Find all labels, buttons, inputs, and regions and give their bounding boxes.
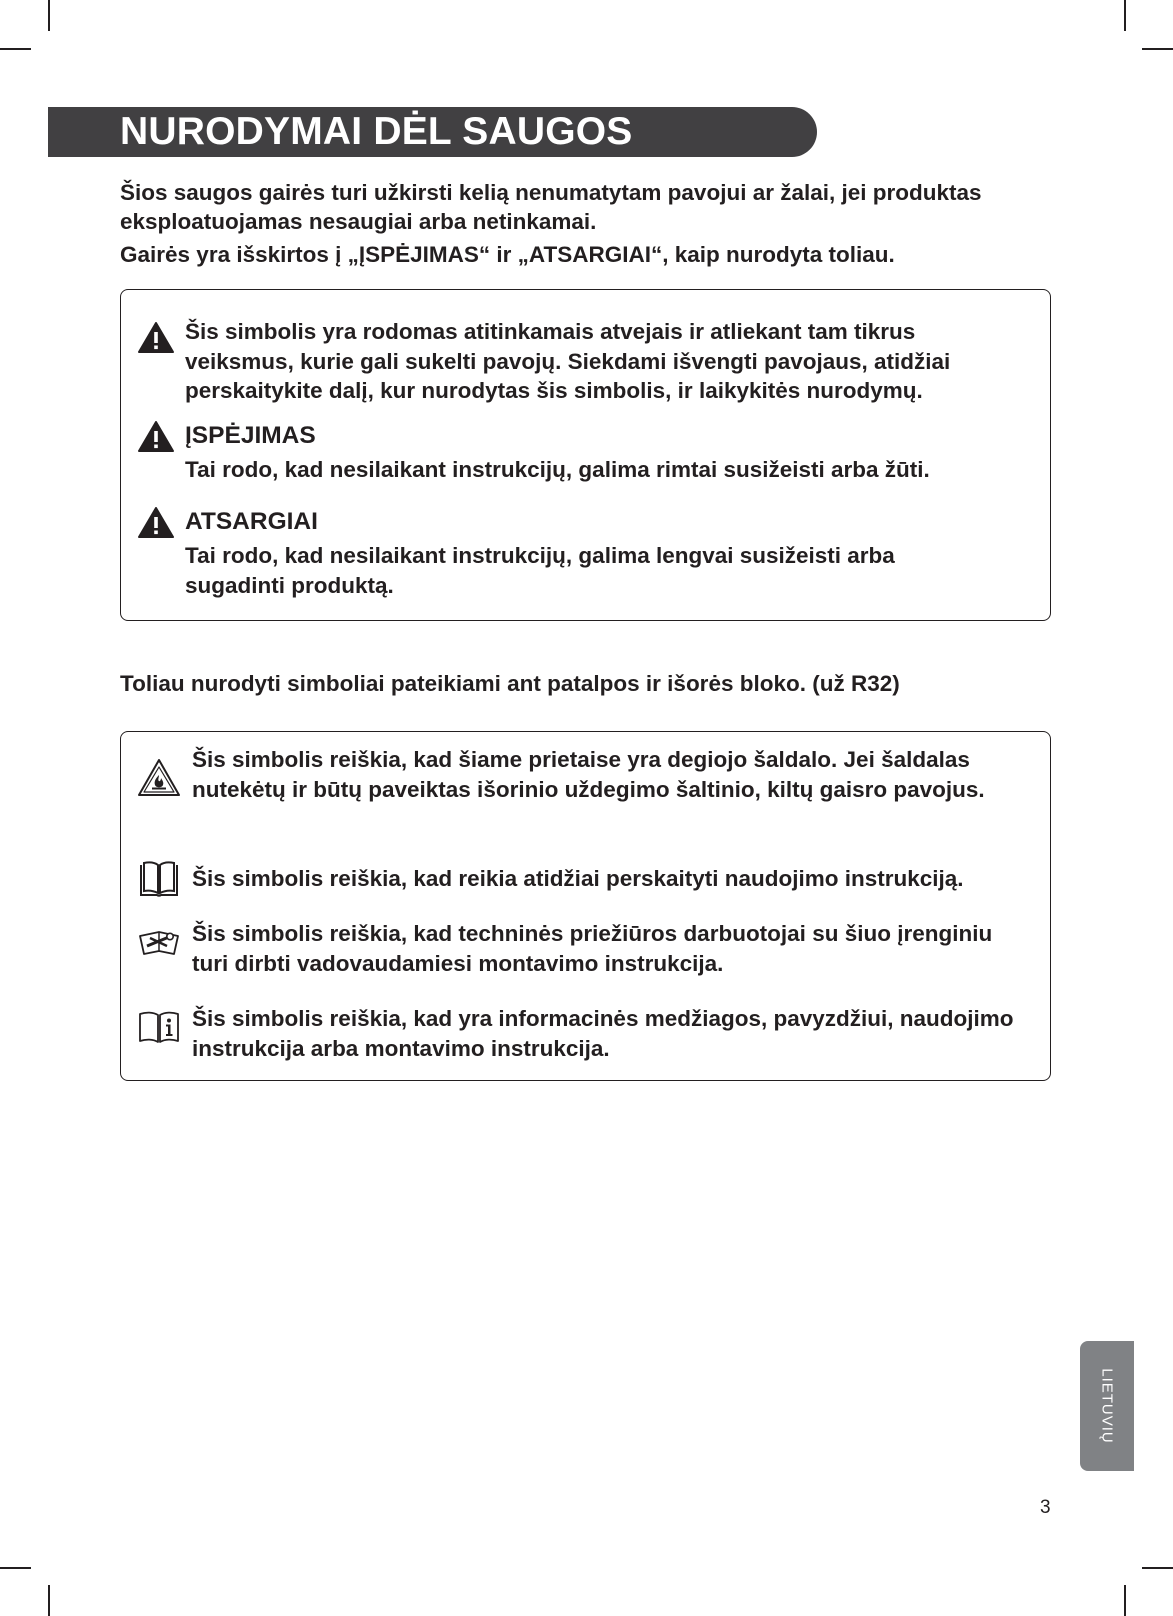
- warning-triangle-icon: [137, 321, 175, 354]
- symbols-legend-box: [120, 731, 1051, 1081]
- crop-mark: [0, 1567, 31, 1569]
- flammable-text: Šis simbolis reiškia, kad šiame prietaise yra degiojo šaldalo. Jei šaldalas nutekėtų ir būtų paveiktas išorinio uždegimo šaltinio, kiltų gaisro pavojus.: [192, 747, 985, 802]
- service-text: Šis simbolis reiškia, kad techninės priežiūros darbuotojai su šiuo įrenginiu turi dirbti vadovaudamiesi montavimo instrukcija.: [192, 921, 993, 976]
- page-number: 3: [1040, 1497, 1051, 1518]
- service-manual-wrench-icon: [137, 924, 181, 960]
- warning-text: Tai rodo, kad nesilaikant instrukcijų, galima rimtai susižeisti arba žūti.: [185, 457, 930, 482]
- caution-text: Tai rodo, kad nesilaikant instrukcijų, galima lengvai susižeisti arba sugadinti produktą.: [185, 543, 895, 598]
- crop-mark: [1124, 0, 1126, 31]
- intro-line-2: Gairės yra išskirtos į „ĮSPĖJIMAS“ ir „ATSARGIAI“, kaip nurodyta toliau.: [120, 242, 895, 267]
- crop-mark: [0, 48, 31, 50]
- warning-title: ĮSPĖJIMAS: [185, 422, 316, 449]
- read-manual-book-icon: [137, 859, 181, 899]
- flammable-refrigerant-icon: [137, 758, 181, 798]
- crop-mark: [48, 0, 50, 31]
- intro-line-1: Šios saugos gairės turi užkirsti kelią nenumatytam pavojui ar žalai, jei produktas eksploatuojamas nesaugiai arba netinkamai.: [120, 180, 982, 234]
- crop-mark: [1142, 48, 1173, 50]
- caution-triangle-icon: [137, 506, 175, 539]
- information-manual-icon: [137, 1010, 181, 1044]
- intro-text: [120, 178, 1060, 269]
- page-title: NURODYMAI DĖL SAUGOS: [120, 110, 633, 153]
- crop-mark: [1124, 1585, 1126, 1616]
- language-label: LIETUVIŲ: [1098, 1368, 1116, 1444]
- section-title-bar: [48, 107, 817, 157]
- caution-title: ATSARGIAI: [185, 508, 318, 535]
- symbol-explanation-text: Šis simbolis yra rodomas atitinkamais atvejais ir atliekant tam tikrus veiksmus, kurie gali sukelti pavojų. Siekdami išvengti pavojaus, atidžiai perskaitykite dalį, kur nurodytas šis simbolis, ir laikykitės nurodymų.: [185, 319, 951, 403]
- warning-triangle-icon: [137, 420, 175, 453]
- crop-mark: [1142, 1567, 1173, 1569]
- symbols-intro: Toliau nurodyti simboliai pateikiami ant patalpos ir išorės bloko. (už R32): [120, 671, 900, 696]
- crop-mark: [48, 1585, 50, 1616]
- language-tab: [1080, 1341, 1134, 1471]
- info-text: Šis simbolis reiškia, kad yra informacinės medžiagos, pavyzdžiui, naudojimo instrukcija arba montavimo instrukcija.: [192, 1006, 1014, 1061]
- warning-legend-box: [120, 289, 1051, 621]
- manual-text: Šis simbolis reiškia, kad reikia atidžiai perskaityti naudojimo instrukciją.: [192, 866, 964, 891]
